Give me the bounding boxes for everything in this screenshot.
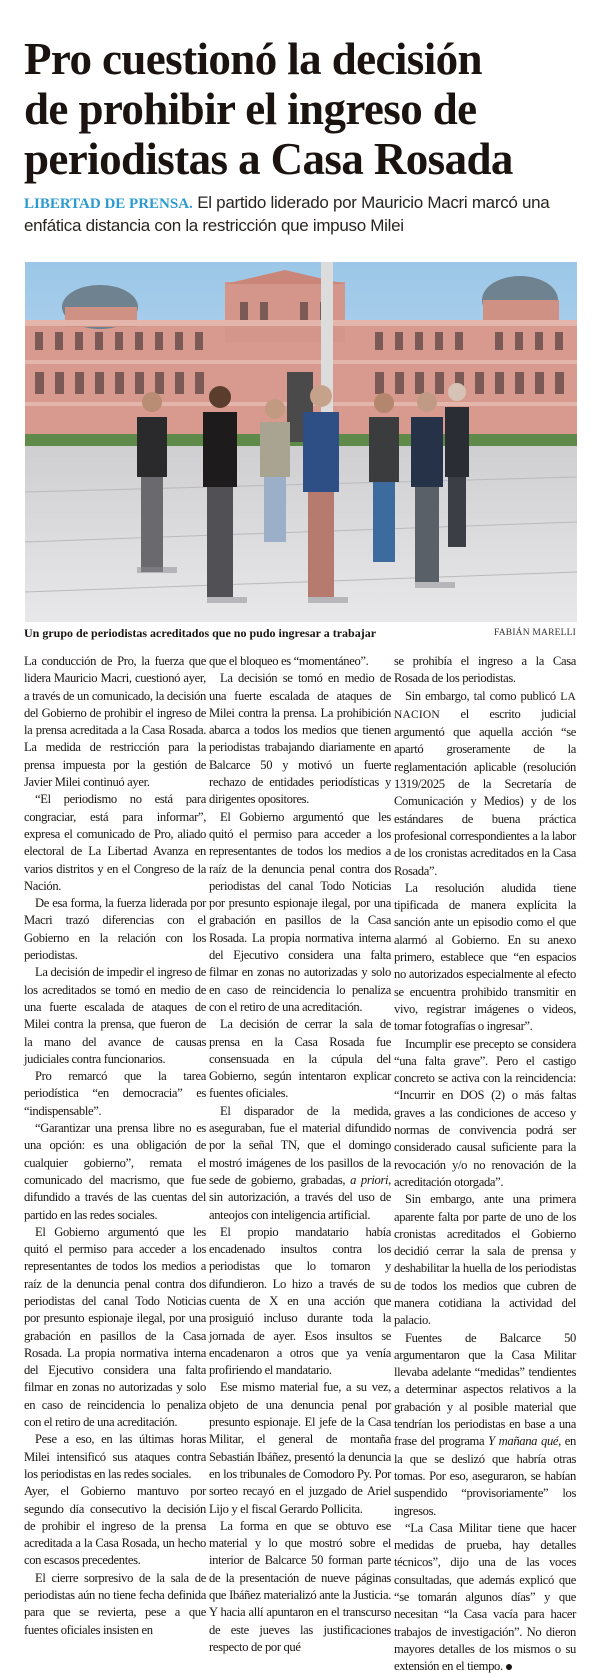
publication-name: LA NACION (394, 690, 576, 721)
paragraph-text: La decisión de cerrar la sala de prensa en la Casa Rosada fue consensuada en la cúpula del Gobierno, según intentaron explicar fuentes oficiales. (209, 1017, 391, 1101)
body-paragraph (209, 809, 391, 1017)
paragraph-text: Ayer, el Gobierno mantuvo por segundo día consecutivo la decisión de prohibir el ingreso de la prensa acreditada a la Casa Rosada, un hecho con escasos precedentes. (24, 1484, 206, 1568)
body-paragraph (24, 1570, 206, 1639)
paragraph-text: El Gobierno argumentó que les quitó el permiso para acceder a los representantes de todos los medios a raíz de la denuncia penal contra dos periodistas del canal Todo Noticias por presunto espionaje ilegal, por una grabación en pasillos de la Casa Rosada. La propia normativa interna del Ejecutivo considera una falta filmar en zonas no autorizadas y solo en caso de reincidencia lo penaliza con el retiro de una acreditación. (24, 1224, 206, 1430)
body-column-3 (394, 653, 576, 1676)
paragraph-text: La forma en que se obtuvo ese material y lo que mostró sobre el interior de Balcarce 50 forman parte de la presentación de nueve páginas que Ibáñez materializó ante la Justicia. Y hacia allí apuntaron en el transcurso de este jueves las justificaciones respecto de por qué (209, 1518, 391, 1654)
photo-credit: FABIÁN MARELLI (493, 628, 576, 638)
paragraph-text: La resolución aludida tiene tipificada de manera explícita la sanción ante un episodio como el que alarmó al Gobierno. En su anexo primero, establece que “en espacios no autorizados especialmente al efecto se encuentra prohibido transmitir en vivo, registrar imágenes o videos, tomar fotografías o ingresar”. (394, 880, 576, 1034)
paragraph-text: , sin autorización, a través del uso de anteojos con inteligencia artificial. (209, 1172, 391, 1222)
body-column-1 (24, 653, 206, 1639)
body-paragraph (394, 1520, 576, 1676)
body-paragraph (24, 964, 206, 1068)
headline (24, 34, 584, 184)
headline-line: Pro cuestionó la decisión (24, 34, 482, 84)
paragraph-text: Pro remarcó que la tarea periodística “en democracia” es “indispensable”. (24, 1069, 206, 1118)
paragraph-text: que el bloqueo es “momentáneo”. (209, 654, 369, 668)
body-paragraph (209, 1518, 391, 1656)
paragraph-text: “Garantizar una prensa libre no es una opción: es una obligación de cualquier gobierno”, remata el comunicado del macrismo, que fue difundido a través de las cuentas del partido en las redes sociales. (24, 1121, 206, 1222)
body-paragraph (209, 1103, 391, 1224)
body-paragraph (209, 1224, 391, 1380)
paragraph-text: Sin embargo, tal como publicó (405, 688, 561, 703)
end-of-article-mark (506, 1664, 512, 1670)
article-photo (25, 262, 577, 622)
italic-text: Y mañana qué (488, 1434, 559, 1449)
body-paragraph (24, 1120, 206, 1224)
paragraph-text: Ese mismo material fue, a su vez, objeto de una denuncia penal por presunto espionaje. El jefe de la Casa Militar, el general de montaña Sebastián Ibáñez, presentó la denuncia en los tribunales de Comodoro Py. Por sorteo recayó en el juzgado de Ariel Lijo y el fiscal Gerardo Pollicita. (209, 1380, 391, 1516)
body-paragraph (394, 1330, 576, 1520)
paragraph-text: El Gobierno argumentó que les quitó el permiso para acceder a los representantes de todos los medios a raíz de la denuncia penal contra dos periodistas del canal Todo Noticias por presunto espionaje ilegal, por una grabación en pasillos de la Casa Rosada. La propia normativa interna del Ejecutivo considera una falta filmar en zonas no autorizadas y solo en caso de reincidencia lo penaliza con el retiro de una acreditación. (209, 809, 391, 1014)
headline-line: periodistas a Casa Rosada (24, 134, 513, 184)
paragraph-text: “El periodismo no está para congraciar, está para informar”, expresa el comunicado de Pro, aliado electoral de La Libertad Avanza en varios distritos y en el Congreso de la Nación. (24, 792, 206, 893)
body-paragraph (394, 653, 576, 688)
paragraph-text: El propio mandatario había encadenado insultos contra los periodistas que lo tomaron y difundieron. Lo hizo a través de su cuenta de X en una acción que prosiguió incluso durante toda la jornada de ayer. Esos insultos se encadenaron a otros que ya venía profiriendo el mandatario. (209, 1224, 391, 1378)
paragraph-text: Incumplir ese precepto se considera “una falta grave”. Pero el castigo concreto se activa con la reincidencia: “Incurrir en DOS (2) o más faltas graves a las condiciones de acceso y normas de convivencia podrá ser considerado causal suficiente para la revocación y/o no renovación de la acreditación otorgada”. (394, 1036, 576, 1189)
paragraph-text: La conducción de Pro, la fuerza que lidera Mauricio Macri, cuestionó ayer, a través de un comunicado, la decisión del Gobierno de prohibir el ingreso de la prensa acreditada a la Casa Rosada. La medida de restricción para la prensa impuesta por la gestión de Javier Milei continuó ayer. (24, 654, 206, 790)
paragraph-text: La decisión de impedir el ingreso de los acreditados se tomó en medio de una fuerte escalada de ataques de Milei contra la prensa, que fueron de la mano del avance de causas judiciales contra funcionarios. (24, 965, 206, 1066)
body-paragraph (24, 1068, 206, 1120)
body-paragraph (24, 1224, 206, 1432)
body-paragraph (24, 1431, 206, 1483)
body-paragraph (394, 688, 576, 880)
paragraph-text: se prohibía el ingreso a la Casa Rosada de los periodistas. (394, 654, 576, 686)
body-paragraph (24, 653, 206, 791)
paragraph-text: De esa forma, la fuerza liderada por Macri trazó diferencias con el Gobierno en la relación con los periodistas. (24, 896, 206, 963)
paragraph-text: El disparador de la medida, aseguraban, fue el material difundido por la señal TN, que el domingo mostró imágenes de los pasillos de la sede de gobierno, grabadas, (209, 1103, 391, 1187)
body-paragraph (24, 791, 206, 895)
paragraph-text: el escrito judicial argumentó que aquella acción “se apartó groseramente de la reglamentación aplicable (resolución 1319/2025 de la Secretaría de Comunicación y Medios) y de los estándares de buena práctica profesional correspondientes a la labor de los cronistas acreditados en la Casa Rosada”. (394, 706, 576, 878)
photo-caption: Un grupo de periodistas acreditados que no pudo ingresar a trabajar (24, 626, 377, 640)
body-paragraph (209, 1016, 391, 1102)
body-paragraph (209, 653, 391, 670)
body-column-2 (209, 653, 391, 1656)
paragraph-text: La decisión se tomó en medio de una fuerte escalada de ataques de Milei contra la prensa. La prohibición abarca a todos los medios que tienen periodistas trabajando diariamente en Balcarce 50 y motivó un fuerte rechazo de entidades periodísticas y dirigentes opositores. (209, 671, 391, 807)
body-paragraph (24, 895, 206, 964)
body-paragraph (209, 670, 391, 808)
photo-caption-bar (24, 626, 576, 642)
body-paragraph (394, 880, 576, 1036)
body-paragraph (24, 1483, 206, 1569)
body-paragraph (209, 1379, 391, 1517)
italic-text: a priori (350, 1172, 389, 1187)
body-paragraph (394, 1191, 576, 1329)
body-paragraph (394, 1036, 576, 1192)
paragraph-text: Sin embargo, ante una primera aparente falta por parte de uno de los cronistas acreditados el Gobierno decidió cerrar la sala de prensa y deshabilitar la huella de los periodistas de todos los medios que cubren de manera cotidiana la actividad del palacio. (394, 1192, 576, 1328)
paragraph-text: El cierre sorpresivo de la sala de periodistas aún no tiene fecha definida para que se revierta, pese a que fuentes oficiales insisten en (24, 1570, 206, 1637)
kicker: LIBERTAD DE PRENSA. (24, 196, 193, 212)
paragraph-text: “La Casa Militar tiene que hacer medidas de prueba, hay detalles técnicos”, dijo una de las voces consultadas, que además explicó que “se tomarán algunos días” y que necesitan “la Casa vacía para hacer trabajos de investigación”. No dieron mayores detalles de los mismos o su extensión en el tiempo. (394, 1520, 576, 1674)
paragraph-text: , en la que se deslizó que habría otras tomas. Por eso, aseguraron, se habían suspendido “provisoriamente” los ingresos. (394, 1434, 576, 1518)
headline-line: de prohibir el ingreso de (24, 84, 477, 134)
deck-text: El partido liderado por Mauricio Macri marcó una enfática distancia con la restricción que impuso Milei (24, 193, 550, 235)
deck (24, 192, 584, 236)
paragraph-text: Fuentes de Balcarce 50 argumentaron que la Casa Militar llevaba adelante “medidas” tendientes a determinar aspectos relativos a la grabación y al posible material que tendrían los periodistas en base a una frase del programa (394, 1330, 576, 1449)
paragraph-text: Pese a eso, en las últimas horas Milei intensificó sus ataques contra los periodistas en las redes sociales. (24, 1432, 206, 1481)
